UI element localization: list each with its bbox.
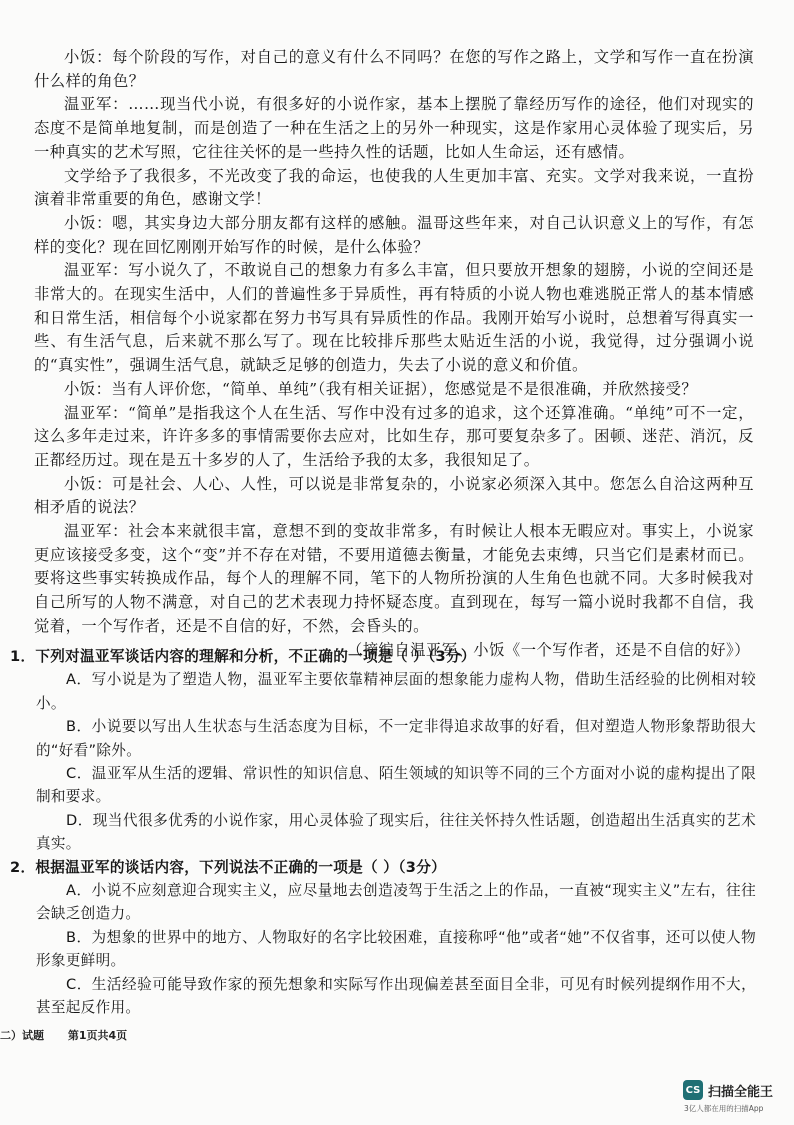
interview-paragraph: 小饭：嗯，其实身边大部分朋友都有这样的感触。温哥这些年来，对自己认识意义上的写作，有怎样的变化？现在回忆刚刚开始写作的时候，是什么体验？ xyxy=(34,213,754,256)
questions-section xyxy=(10,645,756,1020)
interview-text xyxy=(34,46,754,662)
question-2-stem: 2．根据温亚军的谈话内容，下列说法不正确的一项是（ ）（3分） xyxy=(10,858,447,876)
source-citation: （摘编自温亚军、小饭《一个写作者，还是不自信的好》） xyxy=(346,640,750,659)
scanner-watermark xyxy=(683,1080,793,1116)
question-1-option-b: B．小说要以写出人生状态与生活态度为目标，不一定非得追求故事的好看，但对塑造人物形象帮助很大的“好看”除外。 xyxy=(36,718,756,759)
footer-exam-label: 二）试题 xyxy=(0,1029,44,1042)
question-1-option-c: C．温亚军从生活的逻辑、常识性的知识信息、陌生领域的知识等不同的三个方面对小说的虚构提出了限制和要求。 xyxy=(36,765,756,806)
watermark-tagline: 3亿人都在用的扫描App xyxy=(684,1104,764,1113)
question-2-option-a: A．小说不应刻意迎合现实主义，应尽量地去创造凌驾于生活之上的作品，一直被“现实主义”左右，往往会缺乏创造力。 xyxy=(36,882,756,923)
interview-paragraph: 温亚军：社会本来就很丰富，意想不到的变故非常多，有时候让人根本无暇应对。事实上，小说家更应该接受多变，这个“变”并不存在对错，不要用道德去衡量，才能免去束缚，只当它们是素材而已。要将这些事实转换成作品，每个人的理解不同，笔下的人物所扮演的人生角色也就不同。大多时候我对自己所写的人物不满意，对自己的艺术表现力持怀疑态度。直到现在，每写一篇小说时我都不自信，我觉着，一个写作者，还是不自信的好，不然，会昏头的。 xyxy=(34,522,754,635)
footer-page-number: 第1页共4页 xyxy=(67,1029,128,1042)
interview-paragraph: 小饭：可是社会、人心、人性，可以说是非常复杂的，小说家必须深入其中。您怎么自洽这两种互相矛盾的说法？ xyxy=(34,474,754,517)
question-1-option-d: D．现当代很多优秀的小说作家，用心灵体验了现实后，往往关怀持久性话题，创造超出生活真实的艺术真实。 xyxy=(36,811,756,853)
interview-paragraph: 小饭：当有人评价您，“简单、单纯”（我有相关证据），您感觉是不是很准确，并欣然接受？ xyxy=(64,379,698,398)
interview-paragraph: 小饭：每个阶段的写作，对自己的意义有什么不同吗？在您的写作之路上，文学和写作一直在扮演什么样的角色？ xyxy=(34,48,754,90)
interview-paragraph: 温亚军：……现当代小说，有很多好的小说作家，基本上摆脱了靠经历写作的途径，他们对现实的态度不是简单地复制，而是创造了一种在生活之上的另外一种现实，这是作家用心灵体验了现实后，另一种真实的艺术写照，它往往关怀的是一些持久性的话题，比如人生命运，还有感情。 xyxy=(34,95,754,161)
interview-paragraph: 温亚军：“简单”是指我这个人在生活、写作中没有过多的追求，这个还算准确。“单纯”可不一定，这么多年走过来，许许多多的事情需要你去应对，比如生存，那可要复杂多了。困顿、迷茫、消沉，反正都经历过。现在是五十多岁的人了，生活给予我的太多，我很知足了。 xyxy=(34,403,754,469)
question-1-option-a: A．写小说是为了塑造人物，温亚军主要依靠精神层面的想象能力虚构人物，借助生活经验的比例相对较小。 xyxy=(36,671,756,712)
question-1-stem: 1．下列对温亚军谈话内容的理解和分析，不正确的一项是（ ）（3分） xyxy=(10,648,476,665)
page-footer xyxy=(0,1027,147,1043)
watermark-app-name: 扫描全能王 xyxy=(708,1085,774,1100)
camscanner-logo-icon: CS xyxy=(683,1080,703,1100)
question-2-option-b: B．为想象的世界中的地方、人物取好的名字比较困难，直接称呼“他”或者“她”不仅省事，还可以使人物形象更鲜明。 xyxy=(36,928,756,970)
interview-paragraph: 温亚军：写小说久了，不敢说自己的想象力有多么丰富，但只要放开想象的翅膀，小说的空间还是非常大的。在现实生活中，人们的普遍性多于异质性，再有特质的小说人物也难逃脱正常人的基本情感和日常生活，相信每个小说家都在努力书写具有异质性的作品。我刚开始写小说时，总想着写得真实一些、有生活气息，后来就不那么写了。现在比较排斥那些太贴近生活的小说，我觉得，过分强调小说的“真实性”，强调生活气息，就缺乏足够的创造力，失去了小说的意义和价值。 xyxy=(34,261,754,375)
question-2-option-c: C．生活经验可能导致作家的预先想象和实际写作出现偏差甚至面目全非，可见有时候列提纲作用不大，甚至起反作用。 xyxy=(36,975,756,1017)
interview-paragraph: 文学给予了我很多，不光改变了我的命运，也使我的人生更加丰富、充实。文学对我来说，一直扮演着非常重要的角色，感谢文学！ xyxy=(34,166,754,209)
